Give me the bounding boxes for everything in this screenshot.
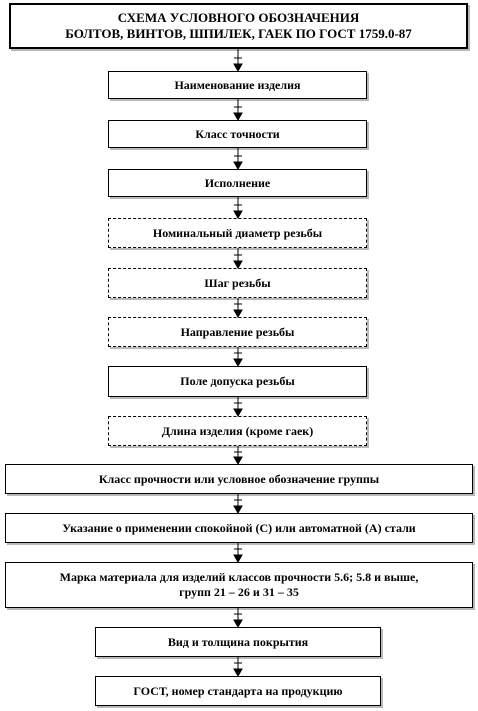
- arrow-material-grade-to-coating: [234, 608, 242, 627]
- step-nominal-diameter-label: Номинальный диаметр резьбы: [152, 225, 323, 240]
- step-version-label: Исполнение: [204, 175, 271, 190]
- title-line-1: СХЕМА УСЛОВНОГО ОБОЗНАЧЕНИЯ: [117, 10, 360, 26]
- arrow-thread-pitch-to-thread-direction: [234, 298, 242, 317]
- arrow-product-length-to-strength-class: [234, 446, 242, 464]
- arrow-nominal-diameter-to-thread-pitch: [234, 248, 242, 268]
- step-product-length-label: Длина изделия (кроме гаек): [161, 423, 314, 438]
- arrow-thread-tolerance-to-product-length: [234, 397, 242, 416]
- arrow-coating-to-standard-number: [234, 657, 242, 676]
- step-standard-number-label: ГОСТ, номер стандарта на продукцию: [133, 683, 343, 698]
- step-steel-type-label: Указание о применении спокойной (С) или автоматной (А) стали: [62, 520, 416, 535]
- arrow-product-name-to-accuracy-class: [234, 99, 242, 120]
- step-thread-tolerance-label: Поле допуска резьбы: [180, 374, 295, 388]
- step-material-grade-line-1: Марка материала для изделий классов прочности 5.6; 5.8 и выше,: [59, 570, 419, 584]
- step-thread-pitch-label: Шаг резьбы: [204, 275, 271, 290]
- arrow-steel-type-to-material-grade: [234, 543, 242, 562]
- step-strength-class-label: Класс прочности или условное обозначение группы: [98, 471, 380, 486]
- arrow-strength-class-to-steel-type: [234, 494, 242, 513]
- step-thread-direction-label: Направление резьбы: [180, 324, 295, 339]
- arrow-thread-direction-to-thread-tolerance: [234, 347, 242, 366]
- step-product-name-label: Наименование изделия: [174, 77, 301, 92]
- arrow-version-to-nominal-diameter: [234, 197, 242, 218]
- step-accuracy-class-label: Класс точности: [195, 126, 280, 141]
- arrow-title-to-product-name: [234, 49, 242, 71]
- title-line-2: БОЛТОВ, ВИНТОВ, ШПИЛЕК, ГАЕК ПО ГОСТ 1759.0-87: [65, 26, 412, 41]
- step-material-grade-line-2: групп 21 – 26 и 31 – 35: [179, 585, 299, 599]
- step-coating-label: Вид и толщина покрытия: [167, 634, 309, 649]
- arrow-accuracy-class-to-version: [234, 148, 242, 169]
